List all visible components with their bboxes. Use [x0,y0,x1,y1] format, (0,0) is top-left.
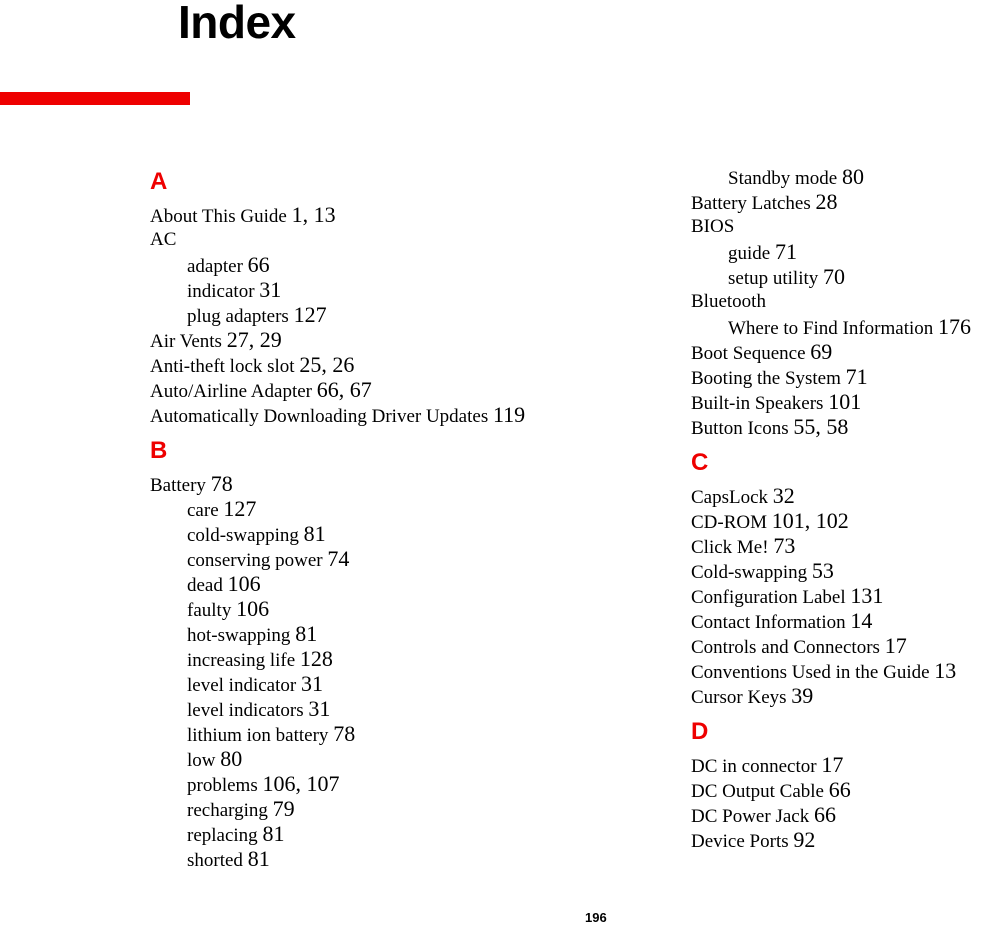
index-entry [691,389,861,416]
index-term: plug adapters [187,306,289,327]
index-term: faulty [187,600,232,621]
index-page-reference[interactable]: 101, 102 [771,508,849,533]
title-accent-bar [0,92,190,105]
index-term: DC in connector [691,756,817,777]
index-entry [691,483,795,510]
index-entry [691,339,832,366]
index-entry [150,377,372,404]
index-subentry [150,696,330,723]
index-subentry [150,546,349,573]
index-subentry [150,846,270,873]
index-page-reference[interactable]: 32 [772,483,795,508]
index-subentry [691,239,797,266]
index-entry [150,352,354,379]
index-term: Configuration Label [691,587,846,608]
index-term: hot-swapping [187,625,291,646]
index-subentry [150,277,281,304]
index-page-reference[interactable]: 119 [492,402,526,427]
index-page-reference[interactable]: 53 [811,558,834,583]
index-term: Conventions Used in the Guide [691,662,930,683]
index-page-reference[interactable]: 131 [850,583,884,608]
index-subentry [150,496,256,523]
index-entry [691,802,836,829]
index-page-reference[interactable]: 81 [295,621,318,646]
index-entry [691,752,843,779]
index-subentry [150,621,317,648]
index-page-reference[interactable]: 66 [247,252,270,277]
index-section-letter: B [150,437,168,464]
index-term: Click Me! [691,537,769,558]
index-entry [150,471,233,498]
index-page-reference[interactable]: 66 [813,802,836,827]
index-term: conserving power [187,550,323,571]
index-term: CD-ROM [691,512,768,533]
index-page-reference[interactable]: 127 [293,302,327,327]
index-entry [691,558,834,585]
index-page-reference[interactable]: 31 [259,277,282,302]
index-entry [150,202,336,229]
index-subentry [691,164,864,191]
index-page-reference[interactable]: 80 [842,164,864,189]
index-page-reference[interactable]: 73 [773,533,796,558]
index-page-reference[interactable]: 14 [850,608,873,633]
index-section-letter: A [150,168,168,195]
index-page-reference[interactable]: 70 [823,264,845,289]
index-page-reference[interactable]: 128 [299,646,333,671]
index-page-reference[interactable]: 106, 107 [262,771,340,796]
index-page-reference[interactable]: 106 [236,596,270,621]
index-term: recharging [187,800,268,821]
index-subentry [150,796,295,823]
index-entry [691,214,734,239]
index-term: About This Guide [150,206,287,227]
index-subentry [691,264,845,291]
page-number: 196 [585,910,607,925]
index-term: Auto/Airline Adapter [150,381,312,402]
index-term: dead [187,575,223,596]
page-title: Index [178,0,296,48]
index-subentry [150,746,242,773]
index-entry [691,583,883,610]
index-term: Anti-theft lock slot [150,356,295,377]
index-page-reference[interactable]: 31 [308,696,331,721]
index-entry [691,289,766,314]
index-page-reference[interactable]: 78 [210,471,233,496]
index-entry [150,402,525,429]
index-page-reference[interactable]: 176 [938,314,972,339]
index-term: Automatically Downloading Driver Updates [150,406,489,427]
index-subentry [691,314,971,341]
index-entry [691,508,849,535]
index-term: guide [728,243,771,264]
index-subentry [150,521,326,548]
index-section-letter: C [691,449,709,476]
index-page-reference[interactable]: 81 [247,846,270,871]
index-term: cold-swapping [187,525,299,546]
index-entry [691,364,868,391]
index-section-letter: D [691,718,709,745]
index-page-reference[interactable]: 92 [793,827,816,852]
index-subentry [150,771,339,798]
index-term: level indicator [187,675,297,696]
index-term: Button Icons [691,418,789,439]
index-page-reference[interactable]: 17 [884,633,907,658]
index-term: level indicators [187,700,304,721]
index-page-reference[interactable]: 25, 26 [299,352,355,377]
index-page-reference[interactable]: 106 [227,571,261,596]
index-subentry [150,252,270,279]
index-page-reference[interactable]: 71 [845,364,868,389]
index-term: Contact Information [691,612,846,633]
index-page-reference[interactable]: 69 [810,339,833,364]
index-entry [691,658,956,685]
index-entry [691,414,848,441]
index-page-reference[interactable]: 80 [220,746,243,771]
index-term: AC [150,229,177,250]
index-subentry [150,646,333,673]
index-term: problems [187,775,258,796]
index-term: Booting the System [691,368,841,389]
index-term: Cold-swapping [691,562,808,583]
index-entry [691,189,838,216]
index-subentry [150,571,261,598]
index-page-reference[interactable]: 127 [223,496,257,521]
index-entry [691,608,872,635]
index-term: Boot Sequence [691,343,806,364]
index-page-reference[interactable]: 31 [300,671,323,696]
index-entry [691,827,815,854]
index-term: Where to Find Information [728,318,934,339]
index-term: Battery [150,475,206,496]
index-term: increasing life [187,650,296,671]
index-term: Air Vents [150,331,222,352]
index-subentry [150,671,323,698]
index-page-reference[interactable]: 66, 67 [316,377,372,402]
index-subentry [150,596,269,623]
index-page-reference[interactable]: 78 [333,721,356,746]
index-term: low [187,750,216,771]
index-term: CapsLock [691,487,769,508]
index-term: replacing [187,825,258,846]
index-page-reference[interactable]: 27, 29 [226,327,282,352]
index-term: Battery Latches [691,193,811,214]
index-term: indicator [187,281,255,302]
index-term: BIOS [691,216,735,237]
index-term: lithium ion battery [187,725,329,746]
index-subentry [150,302,327,329]
index-page-reference[interactable]: 13 [934,658,957,683]
index-term: DC Output Cable [691,781,824,802]
index-term: Cursor Keys [691,687,787,708]
index-term: Standby mode [728,168,838,189]
index-entry [150,227,176,252]
index-term: setup utility [728,268,819,289]
index-page-reference[interactable]: 74 [327,546,350,571]
index-term: Bluetooth [691,291,766,312]
index-term: Controls and Connectors [691,637,880,658]
index-page-reference[interactable]: 71 [774,239,797,264]
index-term: Built-in Speakers [691,393,824,414]
index-page-reference[interactable]: 39 [791,683,814,708]
index-page-reference[interactable]: 81 [303,521,326,546]
index-page-reference[interactable]: 66 [828,777,851,802]
index-term: shorted [187,850,243,871]
index-term: adapter [187,256,243,277]
index-subentry [150,721,355,748]
index-term: care [187,500,219,521]
index-entry [691,633,907,660]
index-page-reference[interactable]: 55, 58 [793,414,849,439]
index-entry [691,683,813,710]
index-entry [150,327,282,354]
index-term: Device Ports [691,831,789,852]
index-page-reference[interactable]: 79 [272,796,295,821]
index-page-reference[interactable]: 101 [828,389,862,414]
index-page-reference[interactable]: 81 [262,821,285,846]
index-subentry [150,821,284,848]
index-page-reference[interactable]: 28 [815,189,838,214]
index-entry [691,777,851,804]
index-page-reference[interactable]: 17 [821,752,844,777]
index-entry [691,533,795,560]
index-term: DC Power Jack [691,806,810,827]
index-page-reference[interactable]: 1, 13 [291,202,336,227]
